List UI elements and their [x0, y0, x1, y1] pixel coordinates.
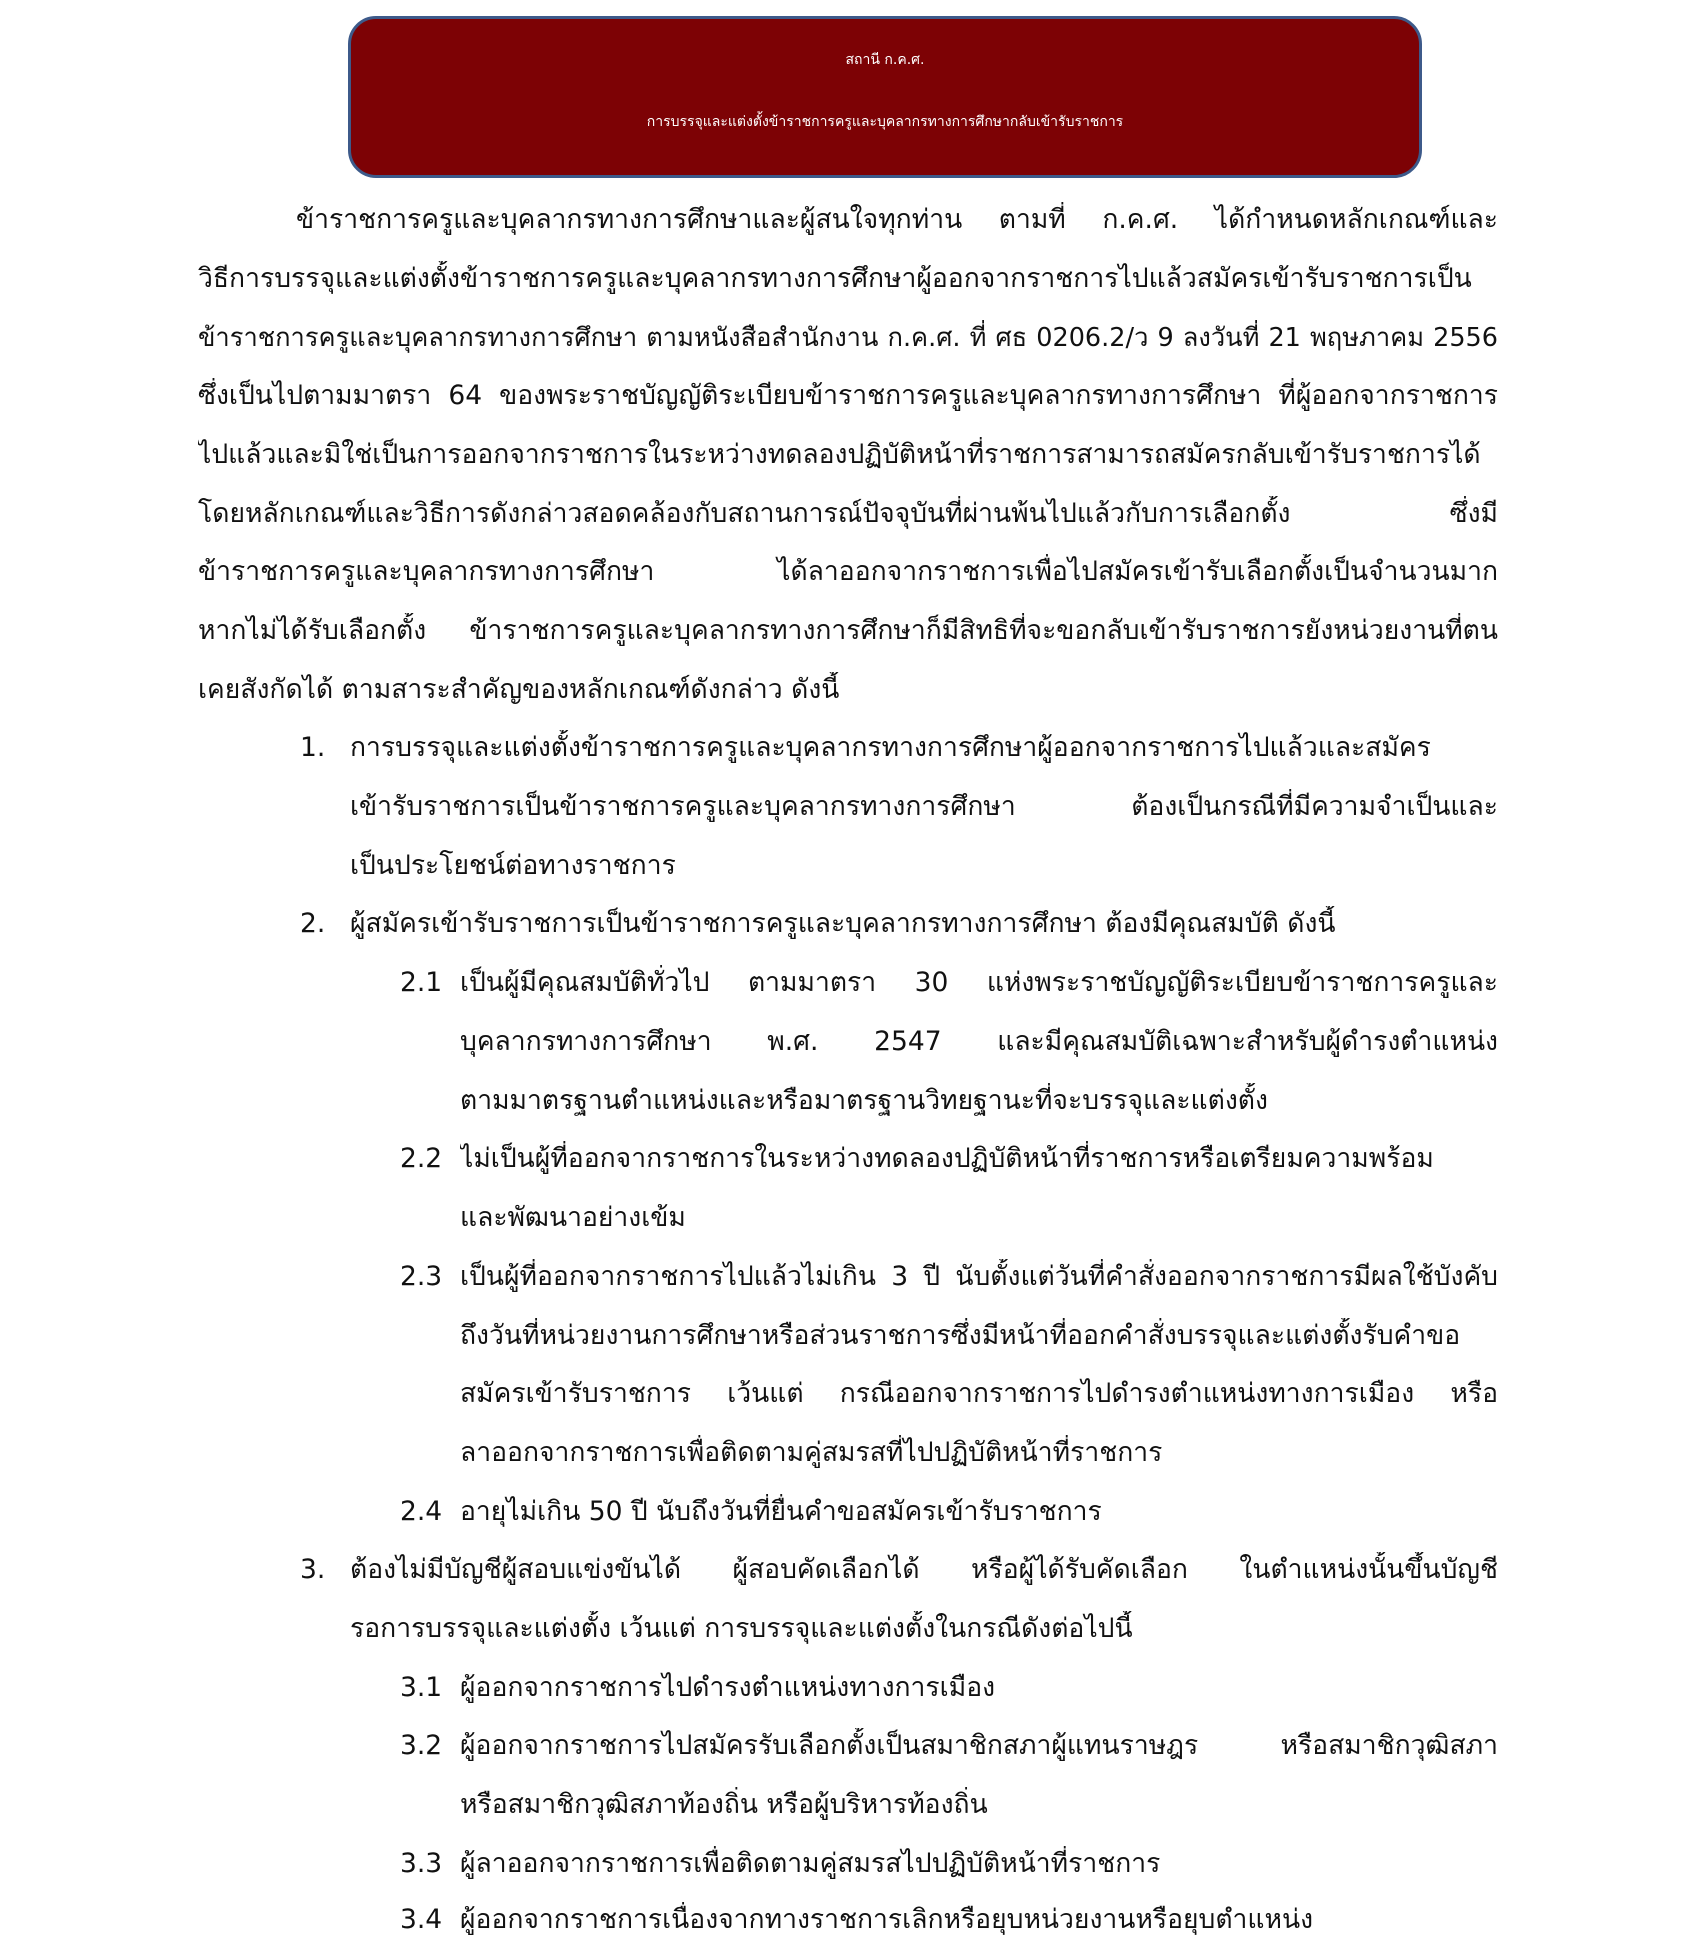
item-line: เข้ารับราชการเป็นข้าราชการครูและบุคลากรทางการศึกษา ต้องเป็นกรณีที่มีความจำเป็นและ [350, 791, 1498, 822]
intro-line: โดยหลักเกณฑ์และวิธีการดังกล่าวสอดคล้องกับสถานการณ์ปัจจุบันที่ผ่านพ้นไปแล้วกับการเลือกตั้ง ซึ่งมี [198, 498, 1498, 529]
subitem-line: ตามมาตรฐานตำแหน่งและหรือมาตรฐานวิทยฐานะที่จะบรรจุและแต่งตั้ง [460, 1085, 1268, 1116]
intro-line: วิธีการบรรจุและแต่งตั้งข้าราชการครูและบุคลากรทางการศึกษาผู้ออกจากราชการไปแล้วสมัครเข้ารับราชการเป็น [198, 263, 1472, 294]
intro-line: เคยสังกัดได้ ตามสาระสำคัญของหลักเกณฑ์ดังกล่าว ดังนี้ [198, 674, 840, 705]
intro-line: ข้าราชการครูและบุคลากรทางการศึกษาและผู้สนใจทุกท่าน ตามที่ ก.ค.ศ. ได้กำหนดหลักเกณฑ์และ [296, 204, 1498, 235]
intro-line: หากไม่ได้รับเลือกตั้ง ข้าราชการครูและบุคลากรทางการศึกษาก็มีสิทธิที่จะขอกลับเข้ารับราชการยังหน่วยงานที่ตน [198, 615, 1498, 646]
item-line: การบรรจุและแต่งตั้งข้าราชการครูและบุคลากรทางการศึกษาผู้ออกจากราชการไปแล้วและสมัคร [350, 732, 1431, 763]
subitem-number: 3.2 [400, 1730, 443, 1761]
subitem-number: 3.4 [400, 1904, 443, 1935]
subitem-line: ไม่เป็นผู้ที่ออกจากราชการในระหว่างทดลองปฏิบัติหน้าที่ราชการหรือเตรียมความพร้อม [460, 1143, 1434, 1174]
intro-line: ซึ่งเป็นไปตามมาตรา 64 ของพระราชบัญญัติระเบียบข้าราชการครูและบุคลากรทางการศึกษา ที่ผู้ออกจากราชการ [198, 380, 1498, 411]
subitem-line: อายุไม่เกิน 50 ปี นับถึงวันที่ยื่นคำขอสมัครเข้ารับราชการ [460, 1496, 1102, 1527]
subitem-number: 2.4 [400, 1496, 443, 1527]
banner-subtitle: การบรรจุและแต่งตั้งข้าราชการครูและบุคลากรทางการศึกษากลับเข้ารับราชการ [646, 114, 1124, 130]
subitem-line: ถึงวันที่หน่วยงานการศึกษาหรือส่วนราชการซึ่งมีหน้าที่ออกคำสั่งบรรจุและแต่งตั้งรับคำขอ [460, 1320, 1461, 1351]
banner-title: สถานี ก.ค.ศ. [845, 52, 925, 68]
subitem-line: หรือสมาชิกวุฒิสภาท้องถิ่น หรือผู้บริหารท้องถิ่น [460, 1789, 988, 1820]
subitem-line: และพัฒนาอย่างเข้ม [460, 1202, 686, 1233]
item-line: ต้องไม่มีบัญชีผู้สอบแข่งขันได้ ผู้สอบคัดเลือกได้ หรือผู้ได้รับคัดเลือก ในตำแหน่งนั้นขึ้นบัญชี [350, 1554, 1498, 1585]
subitem-line: สมัครเข้ารับราชการ เว้นแต่ กรณีออกจากราชการไปดำรงตำแหน่งทางการเมือง หรือ [460, 1378, 1498, 1409]
intro-line: ข้าราชการครูและบุคลากรทางการศึกษา ตามหนังสือสำนักงาน ก.ค.ศ. ที่ ศธ 0206.2/ว 9 ลงวันที่ 21 พฤษภาคม 2556 [198, 323, 1498, 353]
item-line: ผู้สมัครเข้ารับราชการเป็นข้าราชการครูและบุคลากรทางการศึกษา ต้องมีคุณสมบัติ ดังนี้ [350, 908, 1336, 939]
intro-line: ข้าราชการครูและบุคลากรทางการศึกษา ได้ลาออกจากราชการเพื่อไปสมัครเข้ารับเลือกตั้งเป็นจำนวนมาก [198, 556, 1498, 587]
subitem-number: 3.3 [400, 1848, 443, 1879]
subitem-line: ผู้ออกจากราชการไปดำรงตำแหน่งทางการเมือง [460, 1672, 996, 1703]
item-line: เป็นประโยชน์ต่อทางราชการ [350, 850, 676, 881]
item-line: รอการบรรจุและแต่งตั้ง เว้นแต่ การบรรจุและแต่งตั้งในกรณีดังต่อไปนี้ [350, 1613, 1133, 1644]
subitem-line: ผู้ลาออกจากราชการเพื่อติดตามคู่สมรสไปปฏิบัติหน้าที่ราชการ [460, 1848, 1161, 1879]
subitem-number: 3.1 [400, 1672, 443, 1703]
subitem-line: ผู้ออกจากราชการเนื่องจากทางราชการเลิกหรือยุบหน่วยงานหรือยุบตำแหน่ง [460, 1904, 1314, 1935]
subitem-line: เป็นผู้มีคุณสมบัติทั่วไป ตามมาตรา 30 แห่งพระราชบัญญัติระเบียบข้าราชการครูและ [460, 967, 1498, 998]
intro-line: ไปแล้วและมิใช่เป็นการออกจากราชการในระหว่างทดลองปฏิบัติหน้าที่ราชการสามารถสมัครกลับเข้ารับราชการได้ [198, 439, 1481, 470]
subitem-number: 2.3 [400, 1261, 443, 1292]
subitem-number: 2.1 [400, 967, 443, 998]
item-number: 1. [300, 732, 326, 763]
subitem-number: 2.2 [400, 1143, 443, 1174]
subitem-line: เป็นผู้ที่ออกจากราชการไปแล้วไม่เกิน 3 ปี นับตั้งแต่วันที่คำสั่งออกจากราชการมีผลใช้บังคับ [460, 1261, 1498, 1292]
subitem-line: ลาออกจากราชการเพื่อติดตามคู่สมรสที่ไปปฏิบัติหน้าที่ราชการ [460, 1437, 1163, 1468]
item-number: 3. [300, 1554, 326, 1585]
subitem-line: ผู้ออกจากราชการไปสมัครรับเลือกตั้งเป็นสมาชิกสภาผู้แทนราษฎร หรือสมาชิกวุฒิสภา [460, 1730, 1498, 1761]
item-number: 2. [300, 908, 326, 939]
subitem-line: บุคลากรทางการศึกษา พ.ศ. 2547 และมีคุณสมบัติเฉพาะสำหรับผู้ดำรงตำแหน่ง [460, 1026, 1498, 1057]
